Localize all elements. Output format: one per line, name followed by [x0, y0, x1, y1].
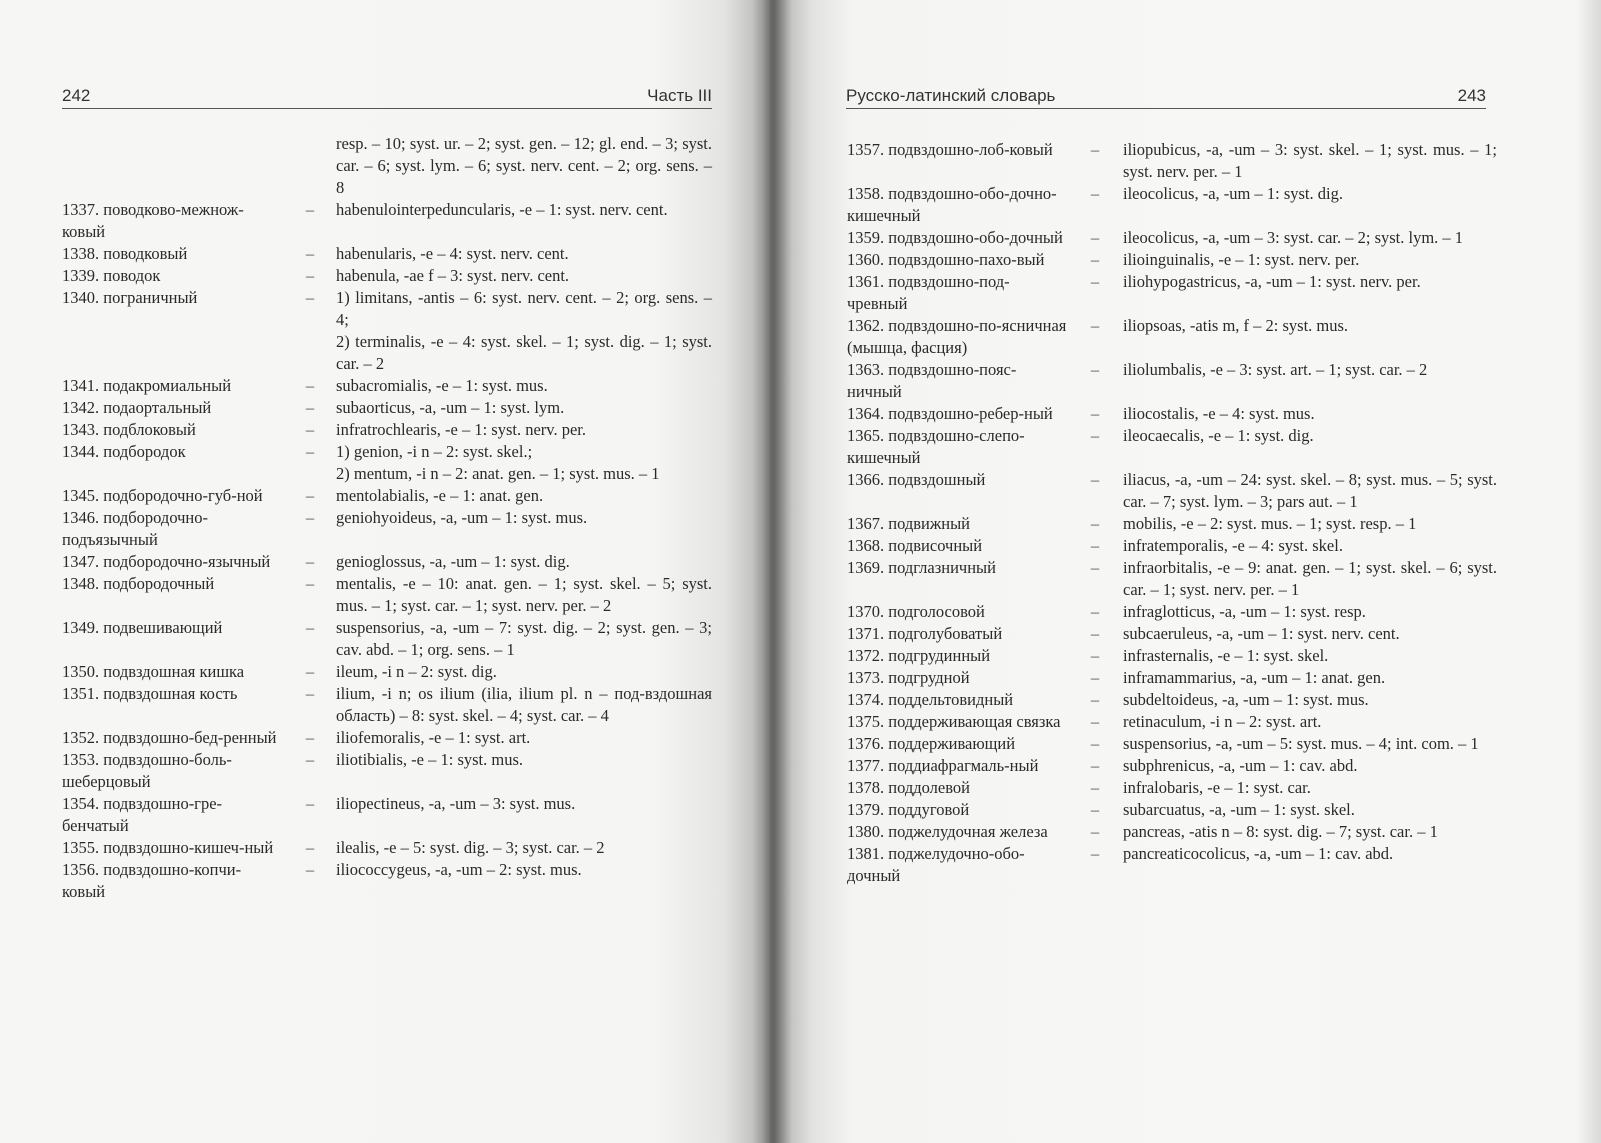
entry-definition: [1123, 821, 1497, 843]
entry-dash: –: [305, 794, 315, 813]
entry-dash: –: [1090, 734, 1100, 753]
entry-definition: [1123, 755, 1497, 777]
dictionary-entry: [847, 667, 1497, 689]
entry-headword: 1362. подвздошно-по-ясничная (мышца, фасция): [847, 316, 1067, 357]
entry-definition: [336, 485, 712, 507]
left-page: [0, 0, 770, 1143]
entry-dash: –: [305, 244, 315, 263]
entry-headword: 1365. подвздошно-слепо-кишечный: [847, 426, 1025, 467]
entry-dash: –: [1090, 646, 1100, 665]
entry-headword: 1377. поддиафрагмаль-ный: [847, 756, 1039, 775]
entry-dash: –: [1090, 558, 1100, 577]
entry-definition: [336, 793, 712, 815]
definition-line: pancreaticocolicus, -a, -um – 1: cav. abd.: [1123, 844, 1394, 863]
dictionary-entry: [847, 315, 1497, 359]
entry-headword: 1364. подвздошно-ребер-ный: [847, 404, 1053, 423]
entry-headword: 1339. поводок: [62, 266, 161, 285]
entry-definition: [336, 683, 712, 727]
dictionary-entry: [62, 749, 712, 793]
entry-headword: 1372. подгрудинный: [847, 646, 991, 665]
entry-definition: [1123, 623, 1497, 645]
definition-line: ileocaecalis, -e – 1: syst. dig.: [1123, 426, 1314, 445]
definition-line: subphrenicus, -a, -um – 1: cav. abd.: [1123, 756, 1358, 775]
definition-line: iliolumbalis, -e – 3: syst. art. – 1; syst. car. – 2: [1123, 360, 1428, 379]
entry-dash: –: [305, 750, 315, 769]
definition-line: iliofemoralis, -e – 1: syst. art.: [336, 728, 531, 747]
entry-dash: –: [1090, 712, 1100, 731]
definition-line: infralobaris, -e – 1: syst. car.: [1123, 778, 1311, 797]
entry-definition: [336, 617, 712, 661]
entry-headword: 1363. подвздошно-пояс-ничный: [847, 360, 1017, 401]
entry-headword: 1381. поджелудочно-обо-дочный: [847, 844, 1025, 885]
definition-line: 2) terminalis, -e – 4: syst. skel. – 1; syst. dig. – 1; syst. car. – 2: [336, 332, 712, 373]
entry-headword: 1370. подголосовой: [847, 602, 985, 621]
dictionary-entry: [62, 837, 712, 859]
definition-line: suspensorius, -a, -um – 7: syst. dig. – 2; syst. gen. – 3; cav. abd. – 1; org. sens. – 1: [336, 618, 712, 659]
entry-dash: –: [305, 574, 315, 593]
book-gutter-shadow: [752, 0, 792, 1143]
entry-definition: [336, 507, 712, 529]
dictionary-entry: [847, 403, 1497, 425]
definition-line: infrasternalis, -e – 1: syst. skel.: [1123, 646, 1329, 665]
dictionary-entry: [62, 485, 712, 507]
definition-line: infraglotticus, -a, -um – 1: syst. resp.: [1123, 602, 1366, 621]
entry-dash: –: [1090, 602, 1100, 621]
dictionary-entry: [847, 799, 1497, 821]
entry-headword: 1378. поддолевой: [847, 778, 970, 797]
definition-line: 1) limitans, -antis – 6: syst. nerv. cent. – 2; org. sens. – 4;: [336, 288, 712, 329]
entry-headword: 1350. подвздошная кишка: [62, 662, 245, 681]
dictionary-entry: [62, 375, 712, 397]
dictionary-entry: [847, 689, 1497, 711]
entry-dash: –: [1090, 690, 1100, 709]
dictionary-entry: [62, 661, 712, 683]
definition-line: ilealis, -e – 5: syst. dig. – 3; syst. car. – 2: [336, 838, 605, 857]
dictionary-entry: [847, 513, 1497, 535]
dictionary-entry: [62, 859, 712, 903]
definition-line: infratrochlearis, -e – 1: syst. nerv. per.: [336, 420, 587, 439]
entry-definition: [1123, 843, 1497, 865]
dictionary-entry: [62, 793, 712, 837]
entry-definition: [336, 727, 712, 749]
entry-headword: 1340. пограничный: [62, 288, 198, 307]
entry-dash: –: [1090, 778, 1100, 797]
entry-headword: 1376. поддерживающий: [847, 734, 1016, 753]
dictionary-entry: [62, 617, 712, 661]
dictionary-entry: [847, 469, 1497, 513]
definition-line: mentolabialis, -e – 1: anat. gen.: [336, 486, 544, 505]
dictionary-entry: [62, 419, 712, 441]
entry-definition: [1123, 799, 1497, 821]
entry-definition: [1123, 315, 1497, 337]
entry-definition: [1123, 271, 1497, 293]
dictionary-entries-right: [847, 139, 1497, 887]
entry-headword: 1345. подбородочно-губ-ной: [62, 486, 263, 505]
definition-line: infratemporalis, -e – 4: syst. skel.: [1123, 536, 1343, 555]
entry-definition: [336, 375, 712, 397]
entry-definition: [1123, 425, 1497, 447]
entry-headword: 1347. подбородочно-язычный: [62, 552, 271, 571]
entry-definition: [1123, 249, 1497, 271]
entry-definition: [336, 661, 712, 683]
entry-dash: –: [1090, 668, 1100, 687]
entry-dash: –: [1090, 272, 1100, 291]
definition-line: subcaeruleus, -a, -um – 1: syst. nerv. cent.: [1123, 624, 1400, 643]
entry-headword: 1354. подвздошно-гре-бенчатый: [62, 794, 223, 835]
entry-definition: [336, 243, 712, 265]
dictionary-entry: [847, 755, 1497, 777]
definition-line: genioglossus, -a, -um – 1: syst. dig.: [336, 552, 570, 571]
running-head-right: [846, 82, 1486, 109]
dictionary-entry: [847, 821, 1497, 843]
dictionary-entry: [847, 733, 1497, 755]
definition-line: ilioinguinalis, -e – 1: syst. nerv. per.: [1123, 250, 1360, 269]
entry-definition: [336, 551, 712, 573]
definition-line: suspensorius, -a, -um – 5: syst. mus. – 4; int. com. – 1: [1123, 734, 1479, 753]
entry-definition: [336, 837, 712, 859]
entry-dash: –: [305, 200, 315, 219]
dictionary-entry: [62, 287, 712, 375]
entry-definition: [1123, 711, 1497, 733]
entry-definition: [336, 419, 712, 441]
page-number: 242: [62, 86, 91, 105]
entry-dash: –: [1090, 316, 1100, 335]
dictionary-entry: [847, 183, 1497, 227]
definition-line: iliotibialis, -e – 1: syst. mus.: [336, 750, 524, 769]
entry-dash: –: [305, 662, 315, 681]
entry-definition: [1123, 513, 1497, 535]
definition-line: subdeltoideus, -a, -um – 1: syst. mus.: [1123, 690, 1369, 709]
dictionary-entry: [62, 243, 712, 265]
dictionary-entry: [847, 139, 1497, 183]
entry-headword: 1353. подвздошно-боль-шеберцовый: [62, 750, 232, 791]
definition-line: iliocostalis, -e – 4: syst. mus.: [1123, 404, 1315, 423]
entry-headword: 1343. подблоковый: [62, 420, 196, 439]
definition-line: subacromialis, -e – 1: syst. mus.: [336, 376, 548, 395]
entry-headword: 1371. подголубоватый: [847, 624, 1003, 643]
entry-dash: –: [1090, 844, 1100, 863]
dictionary-entry: [847, 557, 1497, 601]
definition-line: ilium, -i n; os ilium (ilia, ilium pl. n – под-вздошная область) – 8: syst. skel. – 4; syst. car. – 4: [336, 684, 712, 725]
entry-headword: 1351. подвздошная кость: [62, 684, 238, 703]
entry-definition: [336, 265, 712, 287]
entry-dash: –: [1090, 250, 1100, 269]
definition-line: mobilis, -e – 2: syst. mus. – 1; syst. resp. – 1: [1123, 514, 1417, 533]
entry-headword: 1367. подвижный: [847, 514, 971, 533]
entry-definition: [336, 749, 712, 771]
definition-line: 2) mentum, -i n – 2: anat. gen. – 1; syst. mus. – 1: [336, 464, 660, 483]
dictionary-entry: [62, 441, 712, 485]
entry-definition: [1123, 139, 1497, 183]
entry-definition: [1123, 227, 1497, 249]
entry-definition: [336, 199, 712, 221]
definition-line: iliacus, -a, -um – 24: syst. skel. – 8; syst. mus. – 5; syst. car. – 7; syst. lym. – 3; pars aut. – 1: [1123, 470, 1497, 511]
definition-line: 1) genion, -i n – 2: syst. skel.;: [336, 442, 533, 461]
dictionary-entry: [847, 711, 1497, 733]
definition-line: ileum, -i n – 2: syst. dig.: [336, 662, 497, 681]
entry-definition: [1123, 777, 1497, 799]
entry-dash: –: [1090, 470, 1100, 489]
entry-headword: 1380. поджелудочная железа: [847, 822, 1048, 841]
entry-headword: 1375. поддерживающая связка: [847, 712, 1061, 731]
definition-line: inframammarius, -a, -um – 1: anat. gen.: [1123, 668, 1386, 687]
definition-line: mentalis, -e – 10: anat. gen. – 1; syst. skel. – 5; syst. mus. – 1; syst. car. – 1; syst. nerv. per. – 2: [336, 574, 712, 615]
dictionary-entry: [847, 227, 1497, 249]
entry-dash: –: [305, 398, 315, 417]
entry-headword: 1337. поводково-межнож-ковый: [62, 200, 244, 241]
entry-definition: [1123, 359, 1497, 381]
entry-headword: 1359. подвздошно-обо-дочный: [847, 228, 1063, 247]
entry-dash: –: [1090, 184, 1100, 203]
definition-line: habenulointerpeduncularis, -e – 1: syst. nerv. cent.: [336, 200, 668, 219]
dictionary-entry: [62, 199, 712, 243]
entry-headword: 1342. подаортальный: [62, 398, 212, 417]
entry-dash: –: [305, 266, 315, 285]
entry-dash: –: [1090, 822, 1100, 841]
definition-line: habenularis, -e – 4: syst. nerv. cent.: [336, 244, 569, 263]
entry-definition: [336, 287, 712, 375]
entry-definition: [1123, 645, 1497, 667]
entry-headword: 1352. подвздошно-бед-ренный: [62, 728, 277, 747]
dictionary-entry: [847, 777, 1497, 799]
entry-headword: 1358. подвздошно-обо-дочно-кишечный: [847, 184, 1057, 225]
definition-line: ileocolicus, -a, -um – 1: syst. dig.: [1123, 184, 1343, 203]
running-head-left: [62, 82, 712, 109]
dictionary-entry: [847, 249, 1497, 271]
definition-line: habenula, -ae f – 3: syst. nerv. cent.: [336, 266, 570, 285]
entry-dash: –: [305, 376, 315, 395]
entry-definition: [1123, 403, 1497, 425]
entry-headword: 1369. подглазничный: [847, 558, 996, 577]
dictionary-entry: [62, 573, 712, 617]
entry-definition: [1123, 667, 1497, 689]
definition-line: iliohypogastricus, -a, -um – 1: syst. nerv. per.: [1123, 272, 1421, 291]
entry-dash: –: [305, 838, 315, 857]
entry-headword: 1355. подвздошно-кишеч-ный: [62, 838, 274, 857]
entry-headword: 1341. подакромиальный: [62, 376, 232, 395]
dictionary-entry: [62, 397, 712, 419]
entry-dash: –: [305, 420, 315, 439]
entry-headword: 1374. поддельтовидный: [847, 690, 1014, 709]
dictionary-entry: [847, 601, 1497, 623]
entry-dash: –: [1090, 228, 1100, 247]
entry-definition: [1123, 183, 1497, 205]
entry-dash: –: [305, 486, 315, 505]
dictionary-entry: [62, 133, 712, 199]
entry-headword: 1366. подвздошный: [847, 470, 986, 489]
dictionary-entry: [847, 535, 1497, 557]
definition-line: subarcuatus, -a, -um – 1: syst. skel.: [1123, 800, 1355, 819]
right-page: [770, 0, 1601, 1143]
entry-dash: –: [1090, 756, 1100, 775]
entry-dash: –: [1090, 404, 1100, 423]
dictionary-entry: [62, 507, 712, 551]
dictionary-entry: [62, 265, 712, 287]
dictionary-entry: [847, 425, 1497, 469]
entry-dash: –: [1090, 624, 1100, 643]
entry-definition: [336, 573, 712, 617]
definition-line: iliopectineus, -a, -um – 3: syst. mus.: [336, 794, 576, 813]
dictionary-entry: [847, 623, 1497, 645]
definition-line: iliococcygeus, -a, -um – 2: syst. mus.: [336, 860, 582, 879]
entry-dash: –: [1090, 140, 1100, 159]
entry-definition: [1123, 469, 1497, 513]
definition-line: retinaculum, -i n – 2: syst. art.: [1123, 712, 1322, 731]
dictionary-entries-left: [62, 133, 712, 903]
entry-dash: –: [305, 860, 315, 879]
page-number: 243: [1457, 86, 1486, 105]
entry-dash: –: [305, 508, 315, 527]
running-title: Русско-латинский словарь: [846, 86, 1056, 105]
definition-line: infraorbitalis, -e – 9: anat. gen. – 1; syst. skel. – 6; syst. car. – 1; syst. nerv. per. – 1: [1123, 558, 1497, 599]
entry-headword: 1356. подвздошно-копчи-ковый: [62, 860, 242, 901]
definition-line: resp. – 10; syst. ur. – 2; syst. gen. – 12; gl. end. – 3; syst. car. – 6; syst. lym. – 6; syst. nerv. cent. – 2; org. sens. – 8: [336, 134, 712, 197]
dictionary-entry: [62, 551, 712, 573]
entry-headword: 1357. подвздошно-лоб-ковый: [847, 140, 1053, 159]
entry-definition: [1123, 535, 1497, 557]
entry-dash: –: [1090, 800, 1100, 819]
definition-line: pancreas, -atis n – 8: syst. dig. – 7; syst. car. – 1: [1123, 822, 1438, 841]
definition-line: iliopubicus, -a, -um – 3: syst. skel. – 1; syst. mus. – 1; syst. nerv. per. – 1: [1123, 140, 1497, 181]
entry-definition: [1123, 557, 1497, 601]
definition-line: ileocolicus, -a, -um – 3: syst. car. – 2; syst. lym. – 1: [1123, 228, 1464, 247]
definition-line: geniohyoideus, -a, -um – 1: syst. mus.: [336, 508, 588, 527]
entry-dash: –: [305, 288, 315, 307]
entry-headword: 1373. подгрудной: [847, 668, 970, 687]
dictionary-entry: [62, 683, 712, 727]
entry-definition: [336, 441, 712, 485]
definition-line: iliopsoas, -atis m, f – 2: syst. mus.: [1123, 316, 1349, 335]
entry-headword: 1368. подвисочный: [847, 536, 983, 555]
entry-dash: –: [1090, 514, 1100, 533]
dictionary-entry: [847, 843, 1497, 887]
entry-dash: –: [305, 684, 315, 703]
entry-definition: [1123, 733, 1497, 755]
entry-headword: 1346. подбородочно-подъязычный: [62, 508, 209, 549]
entry-headword: 1338. поводковый: [62, 244, 188, 263]
entry-definition: [1123, 601, 1497, 623]
entry-dash: –: [1090, 536, 1100, 555]
entry-dash: –: [1090, 426, 1100, 445]
dictionary-entry: [847, 359, 1497, 403]
entry-definition: [336, 133, 712, 199]
definition-line: subaorticus, -a, -um – 1: syst. lym.: [336, 398, 565, 417]
entry-definition: [336, 397, 712, 419]
entry-dash: –: [305, 442, 315, 461]
running-title: Часть III: [647, 86, 712, 105]
entry-dash: –: [1090, 360, 1100, 379]
entry-headword: 1348. подбородочный: [62, 574, 215, 593]
entry-definition: [336, 859, 712, 881]
entry-headword: 1349. подвешивающий: [62, 618, 223, 637]
entry-dash: –: [305, 728, 315, 747]
entry-headword: 1379. поддуговой: [847, 800, 970, 819]
entry-dash: –: [305, 552, 315, 571]
dictionary-entry: [847, 645, 1497, 667]
entry-definition: [1123, 689, 1497, 711]
dictionary-entry: [62, 727, 712, 749]
dictionary-entry: [847, 271, 1497, 315]
entry-headword: 1344. подбородок: [62, 442, 186, 461]
entry-dash: –: [305, 618, 315, 637]
entry-headword: 1360. подвздошно-пахо-вый: [847, 250, 1045, 269]
entry-headword: 1361. подвздошно-под-чревный: [847, 272, 1010, 313]
